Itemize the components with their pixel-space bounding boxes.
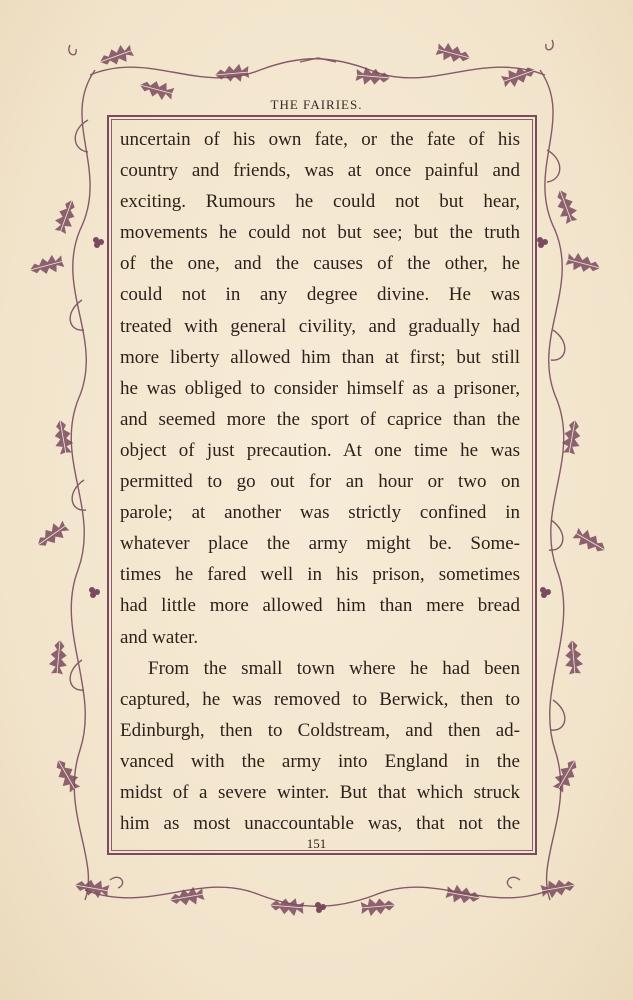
- text-line: him as most unaccountable was, that not the: [120, 813, 520, 835]
- text-line: movements he could not but see; but the truth: [120, 222, 520, 244]
- text-line: and water.: [120, 626, 199, 648]
- text-line: parole; at another was strictly confined in: [120, 502, 520, 524]
- text-line: permitted to go out for an hour or two on: [120, 471, 520, 493]
- paragraph-start-line: From the small town where he had been: [148, 657, 520, 679]
- text-line: object of just precaution. At one time he was: [120, 439, 520, 461]
- text-line: could not in any degree divine. He was: [120, 284, 520, 306]
- text-line: midst of a severe winter. But that which struck: [120, 781, 520, 803]
- text-line: Edinburgh, then to Coldstream, and then ad-: [120, 719, 520, 741]
- text-line: he was obliged to consider himself as a prisoner,: [120, 377, 520, 399]
- text-line: whatever place the army might be. Some-: [120, 533, 520, 555]
- text-line: uncertain of his own fate, or the fate of his: [120, 129, 520, 150]
- running-title: THE FAIRIES.: [270, 97, 363, 112]
- text-line: and seemed more the sport of caprice than the: [120, 408, 520, 430]
- text-line: vanced with the army into England in the: [120, 750, 520, 772]
- text-line: more liberty allowed him than at first; but still: [120, 346, 520, 368]
- text-line: had little more allowed him than mere bread: [120, 595, 520, 617]
- text-line: exciting. Rumours he could not but hear,: [120, 191, 520, 213]
- text-line: of the one, and the causes of the other, he: [120, 253, 520, 275]
- text-line: captured, he was removed to Berwick, then to: [120, 688, 520, 710]
- text-line: country and friends, was at once painful and: [120, 160, 520, 182]
- text-line: times he fared well in his prison, sometimes: [120, 564, 520, 586]
- text-line: treated with general civility, and gradually had: [120, 315, 520, 337]
- page-number: 151: [306, 836, 327, 851]
- body-text: [120, 124, 520, 839]
